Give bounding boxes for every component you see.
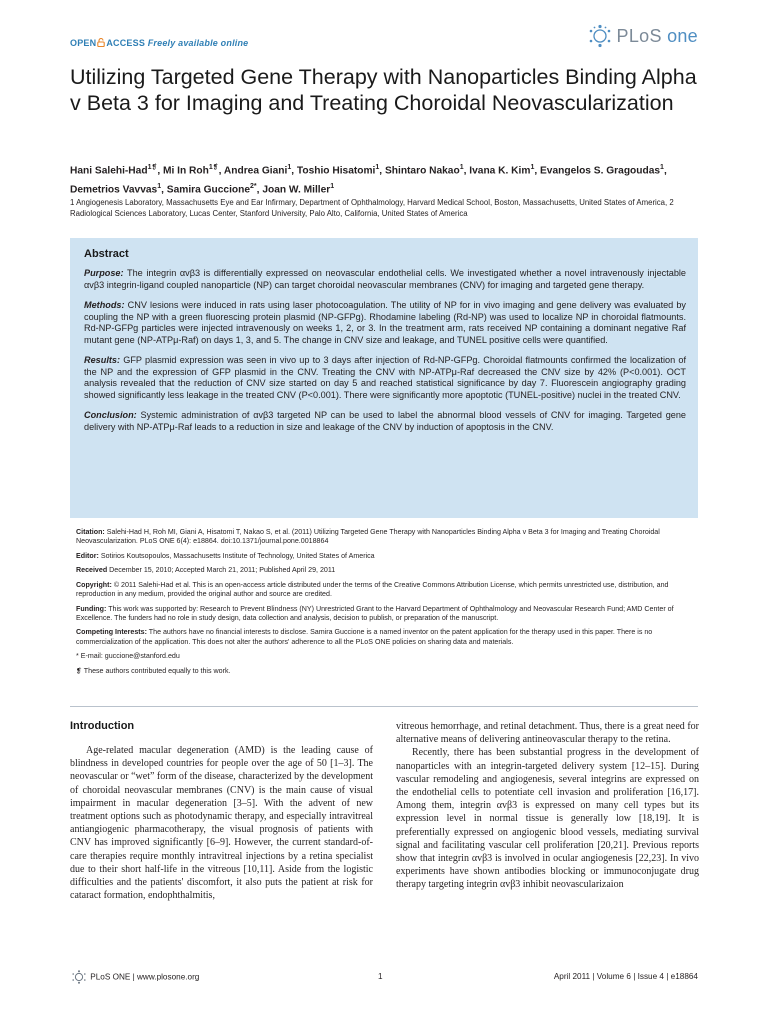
- plos-one-logo[interactable]: [587, 24, 698, 54]
- author-separator: ,: [256, 184, 263, 196]
- plos-footer-logo-icon: [70, 970, 88, 984]
- page-number: 1: [378, 972, 383, 981]
- author-affiliation-mark: 2*: [250, 183, 257, 191]
- author-affiliation-mark: 1: [459, 164, 464, 171]
- author-separator: ,: [161, 184, 167, 196]
- abstract-section-label: Results:: [84, 355, 121, 365]
- metadata-text: Sotirios Koutsopoulos, Massachusetts Institute of Technology, United States of America: [100, 551, 375, 560]
- page-footer: [70, 970, 698, 986]
- author-affiliation-mark: 1❡: [208, 164, 219, 171]
- author-list: [70, 160, 710, 199]
- metadata-text: * E-mail: guccione@stanford.edu: [76, 652, 180, 661]
- metadata-entry: [76, 628, 698, 647]
- author-affiliation-mark: 1: [287, 164, 292, 171]
- article-title: Utilizing Targeted Gene Therapy with Nanoparticles Binding Alpha v Beta 3 for Imaging and Treating Choroidal Neovascularization: [70, 65, 697, 115]
- metadata-label: Citation:: [76, 528, 105, 536]
- metadata-text: Salehi-Had H, Roh MI, Giani A, Hisatomi T, Nakao S, et al. (2011) Utilizing Targeted Gene Therapy with Nanoparticles Binding Alpha v Beta 3 for Imaging and Treating Choroidal Neovascularization. PLoS ONE 6(4): e18864. doi:10.1371/journal.pone.0018864: [76, 528, 660, 546]
- author-name[interactable]: Demetrios Vavvas: [70, 184, 158, 196]
- section-divider: [70, 706, 698, 707]
- abstract-sections: [84, 268, 686, 433]
- author-affiliation-mark: 1: [330, 183, 335, 191]
- abstract-section: [84, 355, 686, 401]
- open-access-suffix: ACCESS: [106, 38, 146, 48]
- abstract-section: [84, 300, 686, 346]
- issue-info: April 2011 | Volume 6 | Issue 4 | e18864: [553, 972, 698, 981]
- metadata-entry: [76, 652, 698, 661]
- abstract-section-text: GFP plasmid expression was seen in vivo up to 3 days after injection of Rd-NP-GFPg. Choroidal flatmounts confirmed the localization of the NP and the expression of GFP plasmid in the CNV. Treating the CNV with NP-ATPμ-Raf decreased the CNV size by 42% (P<0.001). OCT analysis revealed that the reduction of CNV size started on day 5 and reached statistical significance by day 7. Fluorescein angiography grading showed significantly less leakage in the treated CNV (P<0.001). There were significantly more apoptotic (TUNEL-positive) nuclei in the treated CNV.: [84, 355, 686, 400]
- metadata-entry: [76, 552, 698, 561]
- metadata-entry: [76, 566, 698, 575]
- author-name[interactable]: Joan W. Miller: [262, 184, 331, 196]
- metadata-entry: [76, 605, 698, 624]
- author-separator: ,: [379, 165, 385, 177]
- author-name[interactable]: Hani Salehi-Had: [70, 165, 148, 177]
- body-paragraph: vitreous hemorrhage, and retinal detachment. Thus, there is a great need for alternative means of delivering antineovascular therapy to the retina.: [396, 721, 699, 746]
- metadata-text: December 15, 2010; Accepted March 21, 2011; Published April 29, 2011: [109, 566, 336, 575]
- abstract-section-label: Methods:: [84, 300, 125, 310]
- abstract-section-text: CNV lesions were induced in rats using laser photocoagulation. The utility of NP for in vivo imaging and gene delivery was evaluated by coupling the NP with a green fluorescing protein plasmid (NP-GFPg). Rhodamine labeling (Rd-NP) was used to localize NP in choroidal flatmounts. Rd-NP-GFPg particles were injected intravenously on weeks 1, 2, or 3. In the treatment arm, rats received NP containing a dominant negative Raf mutant gene (NP-ATPμ-Raf) on days 1, 3, and 5. The change in CNV size and leakage, and TUNEL positive cells were quantified.: [84, 300, 686, 345]
- author-affiliation-mark: 1: [530, 164, 535, 171]
- author-separator: ,: [534, 165, 541, 177]
- author-affiliation-mark: 1: [157, 183, 162, 191]
- metadata-label: Funding:: [76, 604, 107, 613]
- metadata-label: Competing Interests:: [76, 628, 147, 637]
- metadata-entry: [76, 667, 698, 676]
- author-separator: ,: [663, 165, 667, 177]
- author-name[interactable]: Shintaro Nakao: [384, 165, 460, 177]
- author-name[interactable]: Andrea Giani: [223, 165, 288, 177]
- metadata-label: Received: [76, 566, 108, 575]
- metadata-label: Copyright:: [76, 580, 112, 589]
- metadata-text: The authors have no financial interests to disclose. Samira Guccione is a named inventor on the patent application for the therapy used in this paper. There is no commercialization of the application. This does not alter the authors' adherence to all the PLoS ONE policies on sharing data and materials.: [76, 628, 653, 646]
- affiliations: 1 Angiogenesis Laboratory, Massachusetts Eye and Ear Infirmary, Department of Ophthalmology, Harvard Medical School, Boston, Massachusetts, United States of America, 2 Radiological Sciences Laboratory, Lucas Center, Stanford University, Palo Alto, California, United States of America: [70, 198, 674, 218]
- body-paragraph: Recently, there has been substantial progress in the development of nanoparticles with an integrin-targeted delivery system [12–15]. During vascular remodeling and angiogenesis, several integrins are expressed on the endothelial cells to potentiate cell invasion and proliferation [16,17]. Among them, integrin αvβ3 is expressed on many cell types but its expression level in normal tissue is generally low [18,19]. It is preferentially expressed on angiogenic blood vessels, mediating survival signal and facilitating vascular cell proliferation [20,21]. Previous reports show that integrin αvβ3 is involved in ocular angiogenesis [22,23]. In vivo experiments have shown antibodies blocking or immunoconjugate drug therapy targeting integrin αvβ3 inhibit neovascularizaion: [396, 747, 699, 891]
- introduction-heading: Introduction: [70, 720, 135, 732]
- abstract-section: [84, 410, 686, 433]
- brand-prefix: PLoS: [616, 25, 662, 46]
- author-separator: ,: [291, 165, 297, 177]
- metadata-text: This work was supported by: Research to Prevent Blindness (NY) Unrestricted Grant to the Harvard Department of Ophthalmology and Neovascular Research Fund; AMD Center of Excellence. The funders had no role in study design, data collection and analysis, decision to publish, or preparation of the manuscript.: [76, 604, 674, 622]
- open-access-label: [70, 38, 248, 48]
- open-lock-icon: [97, 38, 105, 47]
- body-column-right: [396, 720, 699, 892]
- metadata-label: Editor:: [76, 551, 99, 560]
- footer-journal: PLoS ONE | www.plosone.org: [90, 972, 200, 982]
- author-affiliation-mark: 1❡: [147, 164, 158, 171]
- body-column-left: [70, 720, 373, 902]
- footer-journal-link[interactable]: [70, 970, 199, 984]
- abstract-section-label: Purpose:: [84, 268, 124, 278]
- freely-available-label: Freely available online: [147, 38, 249, 48]
- author-name[interactable]: Mi In Roh: [163, 165, 209, 177]
- author-affiliation-mark: 1: [660, 164, 664, 171]
- abstract-section-text: The integrin αvβ3 is differentially expressed on neovascular endothelial cells. We investigated whether a novel intravenously injectable αvβ3 integrin-ligand coupled nanoparticle (NP) can target choroidal neovascular membranes (CNV) for imaging and targeted gene therapy.: [84, 268, 686, 290]
- abstract-heading: Abstract: [84, 248, 129, 260]
- author-separator: ,: [463, 165, 470, 177]
- abstract-section: [84, 268, 686, 291]
- metadata-text: © 2011 Salehi-Had et al. This is an open-access article distributed under the terms of the Creative Commons Attribution License, which permits unrestricted use, distribution, and reproduction in any medium, provided the original author and source are credited.: [76, 580, 669, 599]
- metadata-entry: [76, 528, 698, 547]
- open-access-prefix: OPEN: [70, 38, 97, 48]
- abstract-box: [70, 238, 698, 518]
- author-separator: ,: [157, 165, 163, 177]
- author-name[interactable]: Toshio Hisatomi: [296, 165, 376, 177]
- author-affiliation-mark: 1: [375, 164, 380, 171]
- plos-logo-icon: [587, 24, 613, 48]
- brand-suffix: one: [667, 25, 698, 46]
- plos-one-wordmark: [617, 26, 698, 47]
- metadata-entry: [76, 581, 698, 600]
- author-separator: ,: [218, 165, 224, 177]
- author-name[interactable]: Samira Guccione: [166, 184, 251, 196]
- abstract-section-label: Conclusion:: [84, 410, 137, 420]
- abstract-section-text: Systemic administration of αvβ3 targeted NP can be used to label the abnormal blood vessels of CNV for imaging. Targeted gene delivery with NP-ATPμ-Raf leads to a reduction in size and leakage of the CNV by induction of apoptosis in the CNV.: [84, 410, 686, 432]
- metadata-text: ❡ These authors contributed equally to this work.: [76, 666, 231, 675]
- right-paragraphs: [396, 720, 699, 892]
- body-paragraph: Age-related macular degeneration (AMD) is the leading cause of blindness in developed countries for people over the age of 50 [1–3]. The neovascular or “wet” form of the disease, characterized by the development of choroidal neovascular membranes (CNV) is the main cause of visual impairment in macular degeneration [3–5]. With the advent of new treatment options such as photodynamic therapy, and especially intravitreal antiangiogenic pharmacotherapy, the visual prognosis of patients with CNV has improved significantly [6–9]. However, the current standard-of-care therapies require monthly intravitreal injections by a retina specialist due to their short half-life in the vitreous [10,11]. Aside from the logistic difficulties and the patients' discomfort, it also puts the patient at risk for cataract formation, endophthalmitis,: [70, 745, 373, 902]
- left-paragraphs: [70, 744, 373, 902]
- article-metadata: [76, 528, 698, 681]
- author-name[interactable]: Evangelos S. Gragoudas: [540, 165, 661, 177]
- author-name[interactable]: Ivana K. Kim: [469, 165, 531, 177]
- journal-header: [70, 25, 698, 64]
